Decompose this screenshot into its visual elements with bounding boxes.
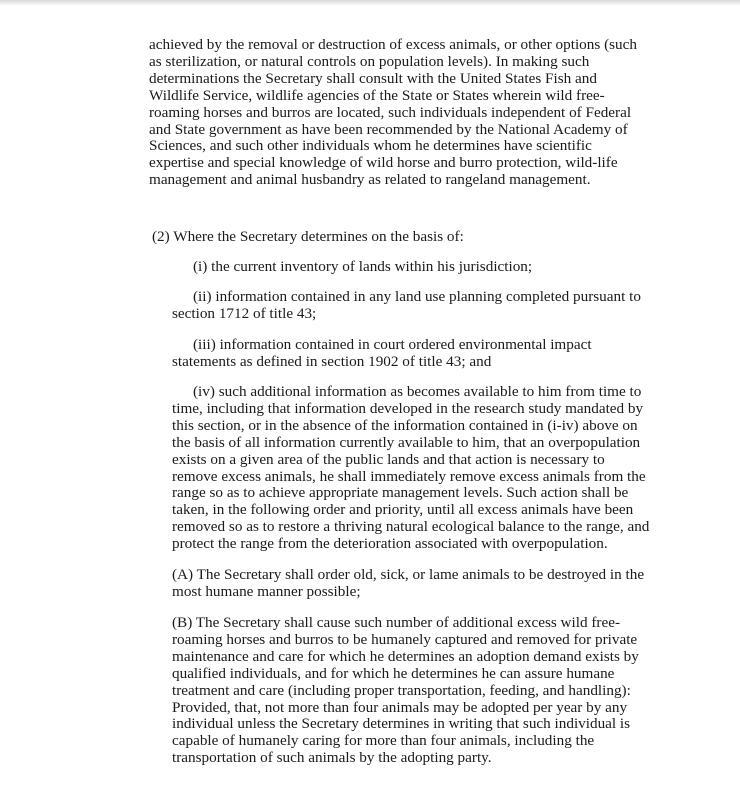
text-line: Provided, that, not more than four animals may be adopted per year by any bbox=[172, 698, 628, 716]
clause-A bbox=[172, 567, 644, 601]
text-line: (B) The Secretary shall cause such number of additional excess wild free- bbox=[172, 614, 621, 631]
text-line: determinations the Secretary shall consult with the United States Fish and bbox=[149, 69, 597, 87]
text-line: section 1712 of title 43; bbox=[172, 304, 317, 322]
text-line: maintenance and care for which he determines an adoption demand exists by bbox=[172, 647, 639, 665]
text-line: transportation of such animals by the adopting party. bbox=[172, 749, 492, 767]
text-line: (i) the current inventory of lands within his jurisdiction; bbox=[193, 258, 533, 275]
text-line: exists on a given area of the public lands and that action is necessary to bbox=[172, 450, 605, 468]
text-line: range so as to achieve appropriate management levels. Such action shall be bbox=[172, 484, 629, 502]
text-line: the basis of all information currently available to him, that an overpopulation bbox=[172, 433, 641, 451]
text-line: management and animal husbandry as related to rangeland management. bbox=[149, 171, 591, 189]
text-line: as sterilization, or natural controls on population levels). In making such bbox=[149, 52, 590, 70]
text-line: and State government as have been recommended by the National Academy of bbox=[149, 120, 628, 138]
text-line: most humane manner possible; bbox=[172, 582, 361, 600]
clause-iv bbox=[172, 384, 649, 553]
clause-B bbox=[172, 615, 639, 767]
text-line: remove excess animals, he shall immediately remove excess animals from the bbox=[172, 467, 646, 485]
clause-ii bbox=[172, 289, 641, 323]
section-heading-text: (2) Where the Secretary determines on the basis of: bbox=[152, 228, 464, 245]
intro-paragraph bbox=[149, 37, 637, 189]
text-line: individual unless the Secretary determines in writing that such individual is bbox=[172, 715, 631, 733]
text-line: taken, in the following order and priority, until all excess animals have been bbox=[172, 501, 634, 519]
text-line: statements as defined in section 1902 of title 43; and bbox=[172, 352, 492, 370]
text-line: protect the range from the deterioration associated with overpopulation. bbox=[172, 535, 608, 553]
text-line: expertise and special knowledge of wild horse and burro protection, wild-life bbox=[149, 154, 618, 172]
text-line: (iii) information contained in court ordered environmental impact bbox=[193, 336, 592, 353]
text-line: removed so as to restore a thriving natural ecological balance to the range, and bbox=[172, 518, 650, 536]
text-line: time, including that information developed in the research study mandated by bbox=[172, 399, 644, 417]
text-line: qualified individuals, and for which he determines he can assure humane bbox=[172, 664, 615, 682]
text-line: treatment and care (including proper transportation, feeding, and handling): bbox=[172, 681, 631, 699]
text-line: (iv) such additional information as becomes available to him from time to bbox=[193, 383, 642, 400]
text-line: this section, or in the absence of the information contained in (i-iv) above on bbox=[172, 416, 638, 434]
text-line: roaming horses and burros to be humanely captured and removed for private bbox=[172, 630, 638, 648]
clause-iii bbox=[172, 337, 592, 371]
text-line: Wildlife Service, wildlife agencies of the State or States wherein wild free- bbox=[149, 86, 605, 104]
text-line: capable of humanely caring for more than four animals, including the bbox=[172, 732, 595, 750]
text-line: Sciences, and such other individuals whom he determines have scientific bbox=[149, 137, 592, 155]
section-2-heading bbox=[152, 229, 464, 246]
clause-i bbox=[193, 259, 532, 276]
text-line: (A) The Secretary shall order old, sick, or lame animals to be destroyed in the bbox=[172, 566, 645, 583]
page-top-shadow bbox=[0, 0, 740, 6]
text-line: (ii) information contained in any land use planning completed pursuant to bbox=[193, 288, 641, 305]
text-line: roaming horses and burros are located, such individuals independent of Federal bbox=[149, 103, 632, 121]
text-line: achieved by the removal or destruction of excess animals, or other options (such bbox=[149, 36, 637, 53]
